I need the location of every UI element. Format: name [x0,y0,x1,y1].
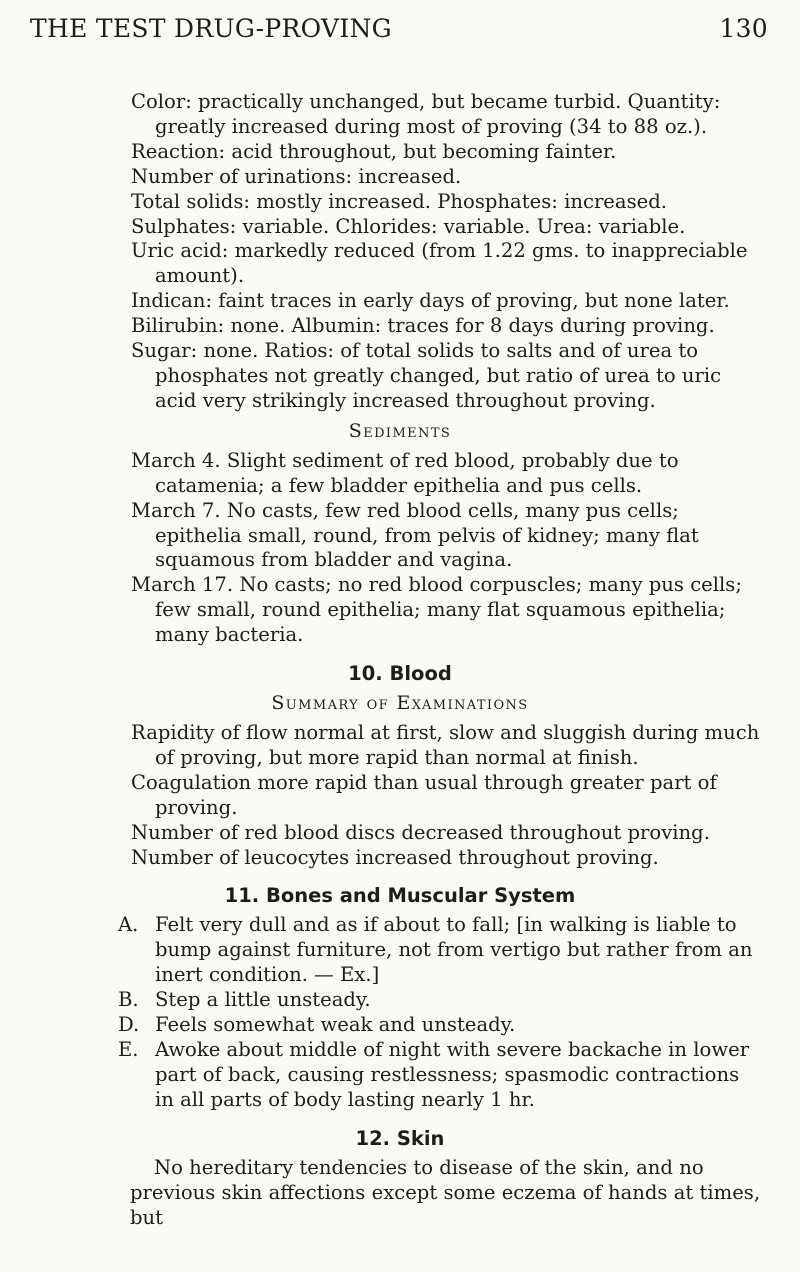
item-letter: A. [118,913,139,937]
blood-entry: Number of red blood discs decreased throughout proving. [131,820,710,844]
urine-paragraph: Bilirubin: none. Albumin: traces for 8 days during proving. [131,314,715,338]
urine-paragraph: Sugar: none. Ratios: of total solids to salts and of urea to phosphates not greatly changed, but ratio of urea to uric acid very strikingly increased throughout proving. [131,339,722,412]
urine-paragraph: Indican: faint traces in early days of proving, but none later. [131,289,730,313]
urine-paragraph: Color: practically unchanged, but became turbid. Quantity: greatly increased during most of proving (34 to 88 oz.). [131,90,721,138]
skin-heading: 12. Skin [355,1126,445,1150]
blood-subheading: Summary of Examinations [271,692,529,715]
item-text: Felt very dull and as if about to fall; [in walking is liable to bump against furniture, not from vertigo but rather from an inert condition. — Ex.] [155,913,753,987]
sediment-entry: March 7. No casts, few red blood cells, many pus cells; epithelia small, round, from pelvis of kidney; many flat squamous from bladder and vagina. [131,498,699,572]
urine-paragraph: Number of urinations: increased. [131,164,462,188]
list-item [0,913,800,988]
sediments-heading: Sediments [348,419,452,442]
item-letter: B. [118,988,139,1012]
item-text: Step a little unsteady. [155,988,371,1012]
blood-heading: 10. Blood [348,662,452,686]
bones-list [0,913,800,1112]
list-item [0,1038,800,1113]
item-text: Feels somewhat weak and unsteady. [155,1013,516,1037]
urine-paragraph: Uric acid: markedly reduced (from 1.22 gms. to inappreciable amount). [131,239,748,288]
urine-paragraph: Reaction: acid throughout, but becoming fainter. [131,139,617,163]
sediment-entry: March 4. Slight sediment of red blood, probably due to catamenia; a few bladder epithelia and pus cells. [131,448,679,497]
bones-heading: 11. Bones and Muscular System [224,884,576,908]
item-text: Awoke about middle of night with severe backache in lower part of back, causing restlessness; spasmodic contractions in all parts of body lasting nearly 1 hr. [155,1038,750,1111]
list-item [0,1013,800,1038]
urine-paragraph: Sulphates: variable. Chlorides: variable. Urea: variable. [131,214,686,238]
urine-paragraph: Total solids: mostly increased. Phosphates: increased. [131,189,668,213]
blood-entry: Rapidity of flow normal at first, slow and sluggish during much of proving, but more rapid than normal at finish. [131,721,760,769]
page-body [0,90,800,1230]
item-letter: D. [118,1013,140,1037]
item-letter: E. [118,1038,139,1061]
blood-entry: Coagulation more rapid than usual through greater part of proving. [131,770,717,819]
list-item [0,988,800,1013]
sediment-entry: March 17. No casts; no red blood corpuscles; many pus cells; few small, round epithelia; many flat squamous epithelia; many bacteria. [131,573,742,647]
skin-paragraph: No hereditary tendencies to disease of the skin, and no previous skin affections except some eczema of hands at times, but [130,1155,761,1229]
page-number: 130 [719,14,768,43]
running-head-title: THE TEST DRUG-PROVING [30,14,392,43]
running-head [30,14,782,43]
blood-entry: Number of leucocytes increased throughout proving. [131,845,659,869]
